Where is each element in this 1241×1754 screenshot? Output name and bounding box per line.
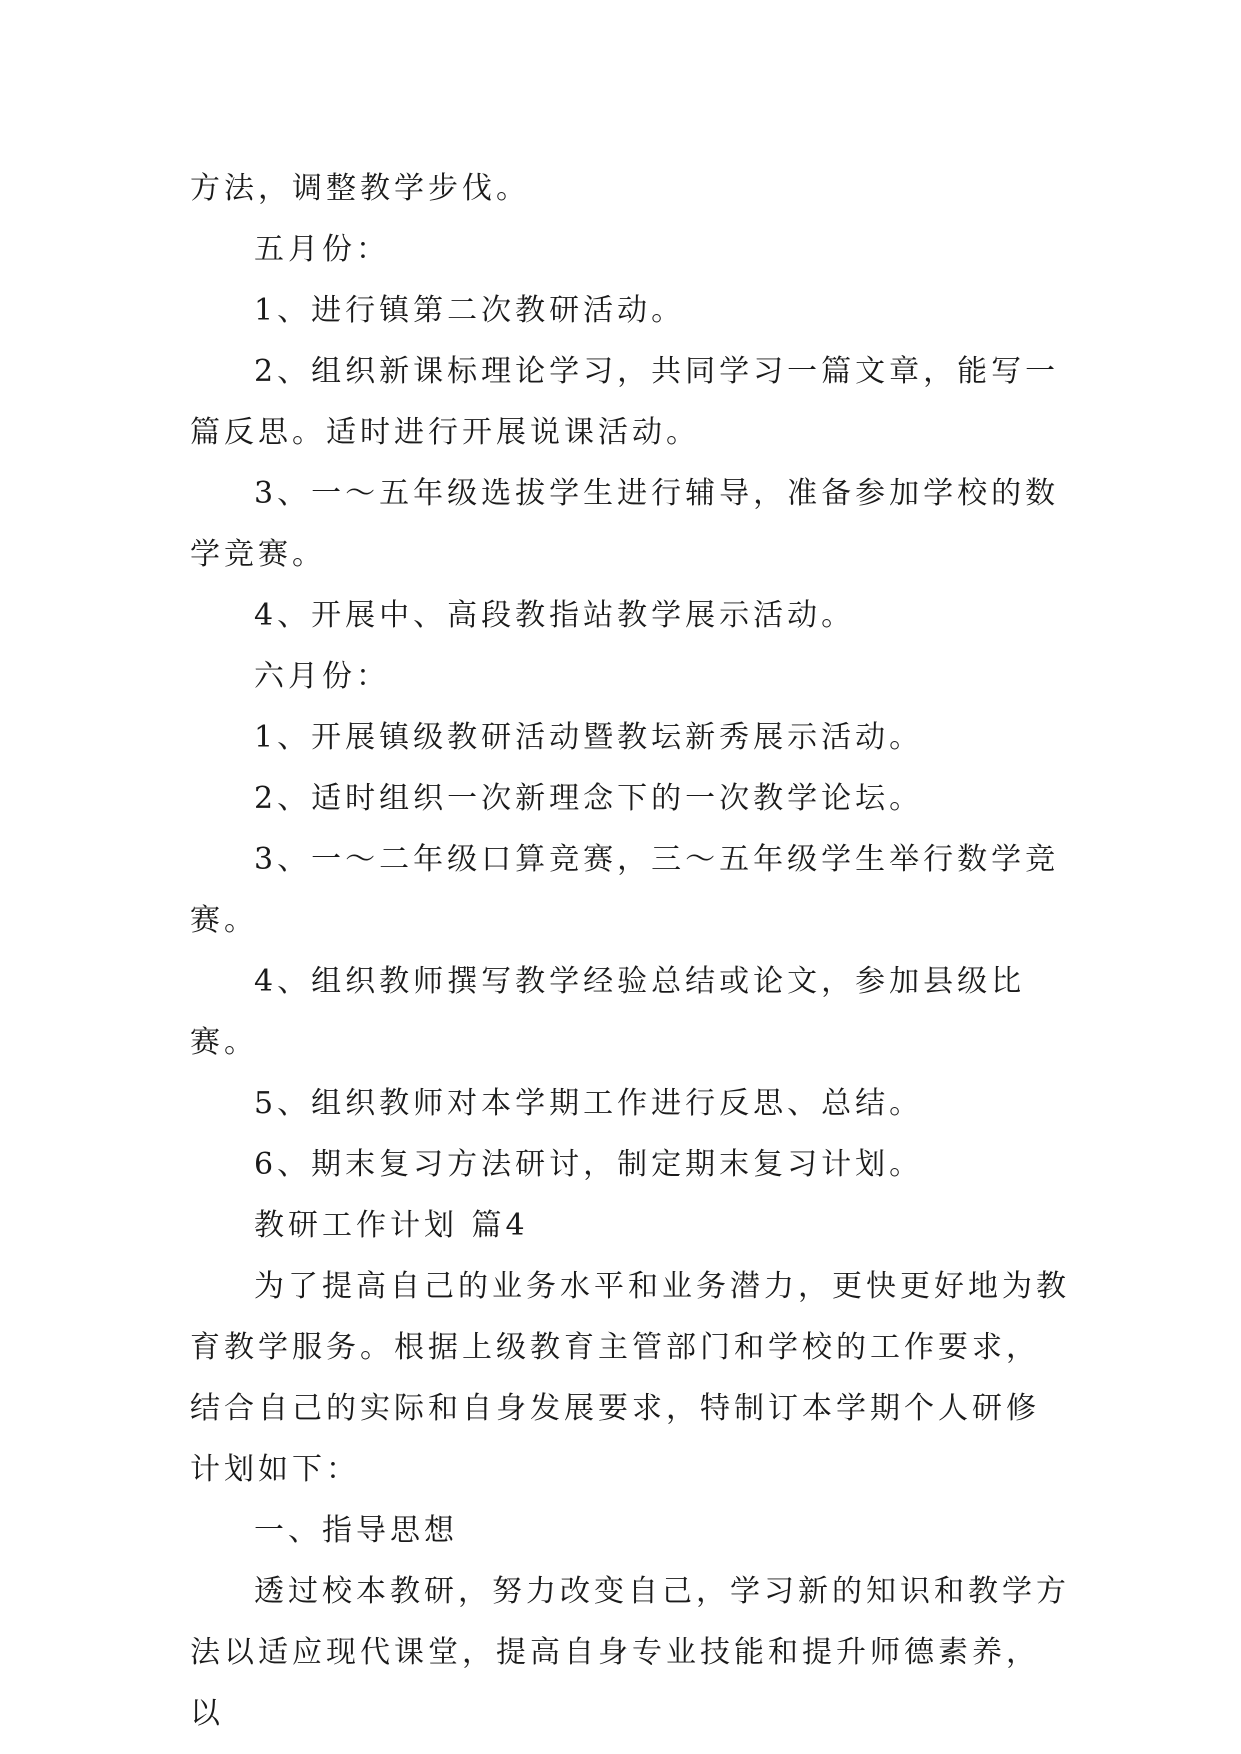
- june-item-6: 6、期末复习方法研讨，制定期末复习计划。: [254, 1147, 924, 1182]
- intro-paragraph: 为了提高自己的业务水平和业务潜力，更快更好地为教育教学服务。根据上级教育主管部门和学校的工作要求，结合自己的实际和自身发展要求，特制订本学期个人研修计划如下：: [190, 1269, 1070, 1487]
- heading-guiding-ideology: 一、指导思想: [254, 1513, 458, 1548]
- may-item-2: 2、组织新课标理论学习，共同学习一篇文章，能写一篇反思。适时进行开展说课活动。: [190, 354, 1060, 450]
- guiding-ideology-paragraph: 透过校本教研，努力改变自己，学习新的知识和教学方法以适应现代课堂，提高自身专业技能和提升师德素养，以: [190, 1574, 1070, 1731]
- heading-may: 五月份：: [254, 232, 390, 267]
- heading-june: 六月份：: [254, 659, 390, 694]
- june-item-3: 3、一～二年级口算竞赛，三～五年级学生举行数学竞赛。: [190, 842, 1060, 938]
- june-item-4: 4、组织教师撰写教学经验总结或论文，参加县级比赛。: [190, 964, 1026, 1060]
- may-item-1: 1、进行镇第二次教研活动。: [254, 293, 686, 328]
- june-item-1: 1、开展镇级教研活动暨教坛新秀展示活动。: [254, 720, 924, 755]
- june-item-2: 2、适时组织一次新理念下的一次教学论坛。: [254, 781, 924, 816]
- may-item-3: 3、一～五年级选拔学生进行辅导，准备参加学校的数学竞赛。: [190, 476, 1060, 572]
- june-item-5: 5、组织教师对本学期工作进行反思、总结。: [254, 1086, 924, 1121]
- paragraph-continuation: 方法，调整教学步伐。: [190, 171, 530, 206]
- document-body: [190, 158, 1070, 1744]
- may-item-4: 4、开展中、高段教指站教学展示活动。: [254, 598, 856, 633]
- section-title: 教研工作计划 篇4: [254, 1208, 529, 1243]
